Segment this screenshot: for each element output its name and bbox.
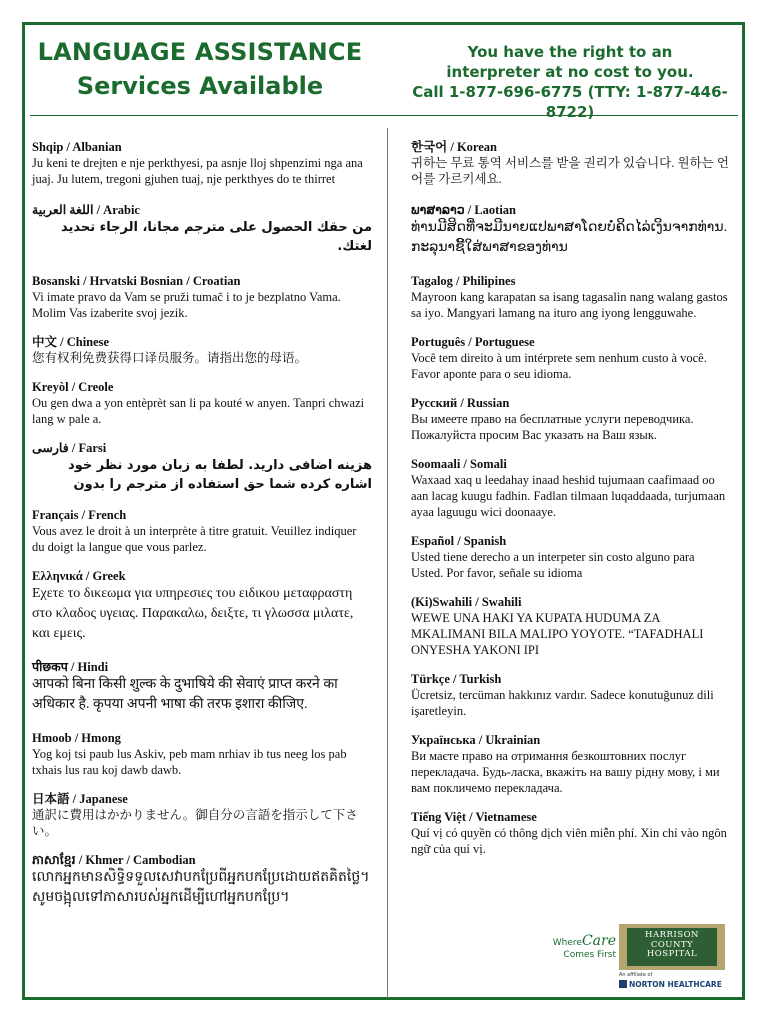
norton-logo bbox=[619, 980, 729, 989]
language-statement: Waxaad xaq u leedahay inaad heshid tujumaan caafimaad oo aan lacag kuugu fadhin. Fadlan tilmaan luqaddaada, turjumaan ayaa laguugu wici doonaaye. bbox=[411, 473, 726, 519]
language-statement: 通訳に費用はかかりません。御自分の言語を指示して下さい。 bbox=[32, 808, 358, 838]
tagline bbox=[532, 935, 616, 961]
language-statement: 您有权利免费获得口译员服务。请指出您的母语。 bbox=[32, 351, 308, 365]
language-entry bbox=[32, 660, 372, 715]
language-entry bbox=[32, 274, 372, 321]
language-statement: Vous avez le droit à un interprète à titre gratuit. Veuillez indiquer du doigt la langue que vous parlez. bbox=[32, 524, 357, 554]
language-entry bbox=[411, 335, 729, 382]
language-statement: ທ່ານມີສິດທີ່ຈະມີນາຍແປພາສາໂດຍບໍ່ຄິດໄລ່ເງິນຈາກທ່ານ. ກະລຸນາຊີ້ໃສ່ພາສາຂອງທ່ານ bbox=[411, 220, 728, 255]
language-entry bbox=[32, 335, 372, 366]
hospital-logo bbox=[619, 924, 725, 970]
hospital-logo-line-3: HOSPITAL bbox=[646, 949, 698, 959]
language-entry bbox=[32, 853, 372, 908]
affiliate-label: An affiliate of bbox=[619, 972, 653, 978]
left-column bbox=[32, 126, 372, 908]
language-entry bbox=[32, 203, 372, 256]
language-name: (Ki)Swahili / Swahili bbox=[411, 595, 522, 609]
tagline-where: Where bbox=[552, 938, 582, 948]
language-entry bbox=[411, 595, 729, 658]
norton-mark-icon bbox=[619, 980, 627, 988]
header-divider bbox=[30, 115, 738, 116]
language-name: Shqip / Albanian bbox=[32, 140, 122, 154]
language-statement: Ou gen dwa a yon entèprèt san li pa kouté w anyen. Tanpri chwazi lang w pale a. bbox=[32, 396, 365, 426]
language-name: Türkçe / Turkish bbox=[411, 672, 502, 686]
language-name: Português / Portuguese bbox=[411, 335, 535, 349]
language-statement: Εχετε το δικεωμα για υπηρεσιες του ειδικου μεταφραστη στο κλαδος υγειας. Παρακαλω, δειξτε, τι γλωσσα μιλατε, και εμεις. bbox=[32, 586, 354, 641]
language-statement: Vi imate pravo da Vam se pruži tumač i to je bezplatno Vama. Molim Vas izaberite svoj jezik. bbox=[32, 290, 341, 320]
language-statement: Mayroon kang karapatan sa isang tagasalin nang walang gastos sa iyo. Mangyari lamang na ituro ang iyong lengguwahe. bbox=[411, 290, 728, 320]
language-entry bbox=[32, 792, 372, 839]
language-statement: هزینه اضافی دارید. لطفا به زبان مورد نظر خود اشاره کرده شما حق استفاده از مترجم را بدون bbox=[68, 458, 372, 492]
language-statement: من حقك الحصول على مترجم مجانا، الرجاء تحديد لغتك. bbox=[60, 220, 372, 254]
language-entry bbox=[411, 140, 729, 187]
language-name: Українська / Ukrainian bbox=[411, 733, 541, 747]
language-entry bbox=[32, 380, 372, 427]
language-entry bbox=[411, 810, 729, 857]
language-name: Tagalog / Philipines bbox=[411, 274, 516, 288]
language-name: ພາສາລາວ / Laotian bbox=[411, 203, 517, 217]
language-name: Tiếng Việt / Vietnamese bbox=[411, 810, 537, 824]
hospital-logo-line-1: HARRISON bbox=[645, 930, 699, 940]
language-name: Kreyòl / Creole bbox=[32, 380, 114, 394]
language-name: Hmoob / Hmong bbox=[32, 731, 121, 745]
page-title: LANGUAGE ASSISTANCE bbox=[37, 38, 363, 66]
rights-line-1: You have the right to an bbox=[467, 43, 673, 61]
language-entry bbox=[32, 731, 372, 778]
language-entry bbox=[411, 457, 729, 520]
phone-numbers: Call 1-877-696-6775 (TTY: 1-877-446-8722) bbox=[412, 83, 728, 121]
language-statement: Yog koj tsi paub lus Askiv, peb mam nrhiav ib tus neeg los pab txhais lus rau koj dawb dawb. bbox=[32, 747, 347, 777]
tagline-comes-first: Comes First bbox=[563, 950, 616, 960]
language-statement: លោកអ្នកមានសិទ្ធិទទួលសេវាបកប្រែពីអ្នកបកប្រែដោយឥតគិតថ្លៃ។ សូមចង្អុលទៅភាសារបស់អ្នកដើម្បីហៅអ្នកបកប្រែ។ bbox=[32, 870, 370, 905]
language-entry bbox=[32, 508, 372, 555]
right-column bbox=[411, 126, 729, 857]
language-entry bbox=[411, 274, 729, 321]
language-name: فارسی / Farsi bbox=[32, 441, 107, 455]
language-statement: WEWE UNA HAKI YA KUPATA HUDUMA ZA MKALIMANI BILA MALIPO YOYOTE. “TAFADHALI ONYESHA YAKONI IPI bbox=[411, 611, 704, 657]
rights-notice bbox=[400, 42, 740, 122]
language-entry bbox=[411, 672, 729, 719]
language-statement: Вы имеете право на бесплатные услуги переводчика. Пожалуйста просим Вас указать на Ваш язык. bbox=[411, 412, 694, 442]
rights-line-2: interpreter at no cost to you. bbox=[446, 63, 694, 81]
language-entry bbox=[32, 569, 372, 644]
language-entry bbox=[32, 441, 372, 494]
norton-name: NORTON HEALTHCARE bbox=[629, 980, 722, 989]
page-subtitle: Services Available bbox=[76, 72, 324, 100]
language-name: 中文 / Chinese bbox=[32, 335, 110, 349]
language-name: Soomaali / Somali bbox=[411, 457, 507, 471]
language-entry bbox=[411, 203, 729, 258]
language-name: Français / French bbox=[32, 508, 127, 522]
language-entry bbox=[411, 733, 729, 796]
language-name: Español / Spanish bbox=[411, 534, 507, 548]
language-name: Bosanski / Hrvatski Bosnian / Croatian bbox=[32, 274, 241, 288]
language-statement: आपको बिना किसी शुल्क के दुभाषिये की सेवाएं प्राप्त करने का अधिकार है. कृपया अपनी भाषा की तरफ इशारा कीजिए. bbox=[32, 677, 338, 712]
language-statement: 귀하는 무료 통역 서비스를 받을 권리가 있습니다. 원하는 언어를 가르키세요. bbox=[411, 156, 729, 186]
tagline-care: Care bbox=[581, 933, 616, 949]
language-entry bbox=[411, 534, 729, 581]
language-name: पीछकप / Hindi bbox=[32, 660, 109, 674]
language-name: Ελληνικά / Greek bbox=[32, 569, 126, 583]
hospital-logo-line-2: COUNTY bbox=[650, 939, 694, 950]
language-name: ភាសាខ្មែរ / Khmer / Cambodian bbox=[32, 853, 196, 867]
language-entry bbox=[411, 396, 729, 443]
language-statement: Quí vị có quyền có thông dịch viên miễn phí. Xin chỉ vào ngôn ngữ của quí vị. bbox=[411, 826, 727, 856]
language-statement: Ju keni te drejten e nje perkthyesi, pa asnje lloj shpenzimi nga ana juaj. Ju lutem, tregoni gjuhen tuaj, nje perkthyes do te thirret bbox=[32, 156, 363, 186]
language-statement: Ви маєте право на отримання безкоштовних послуг перекладача. Будь-ласка, вкажіть на вашу рідну мову, і ми вам покличемо перекладача. bbox=[411, 749, 720, 795]
language-name: Русский / Russian bbox=[411, 396, 510, 410]
language-statement: Você tem direito à um intérprete sem nenhum custo à você. Favor aponte para o seu idioma. bbox=[411, 351, 707, 381]
language-entry bbox=[32, 140, 372, 187]
language-name: 한국어 / Korean bbox=[411, 140, 497, 154]
column-divider bbox=[387, 128, 388, 998]
language-name: اللغة العربية / Arabic bbox=[32, 203, 140, 217]
language-name: 日本語 / Japanese bbox=[32, 792, 128, 806]
language-statement: Usted tiene derecho a un interpeter sin costo alguno para Usted. Por favor, señale su idioma bbox=[411, 550, 695, 580]
language-statement: Ücretsiz, tercüman hakkınız vardır. Sadece konutuğunuz dili işaretleyin. bbox=[411, 688, 714, 718]
